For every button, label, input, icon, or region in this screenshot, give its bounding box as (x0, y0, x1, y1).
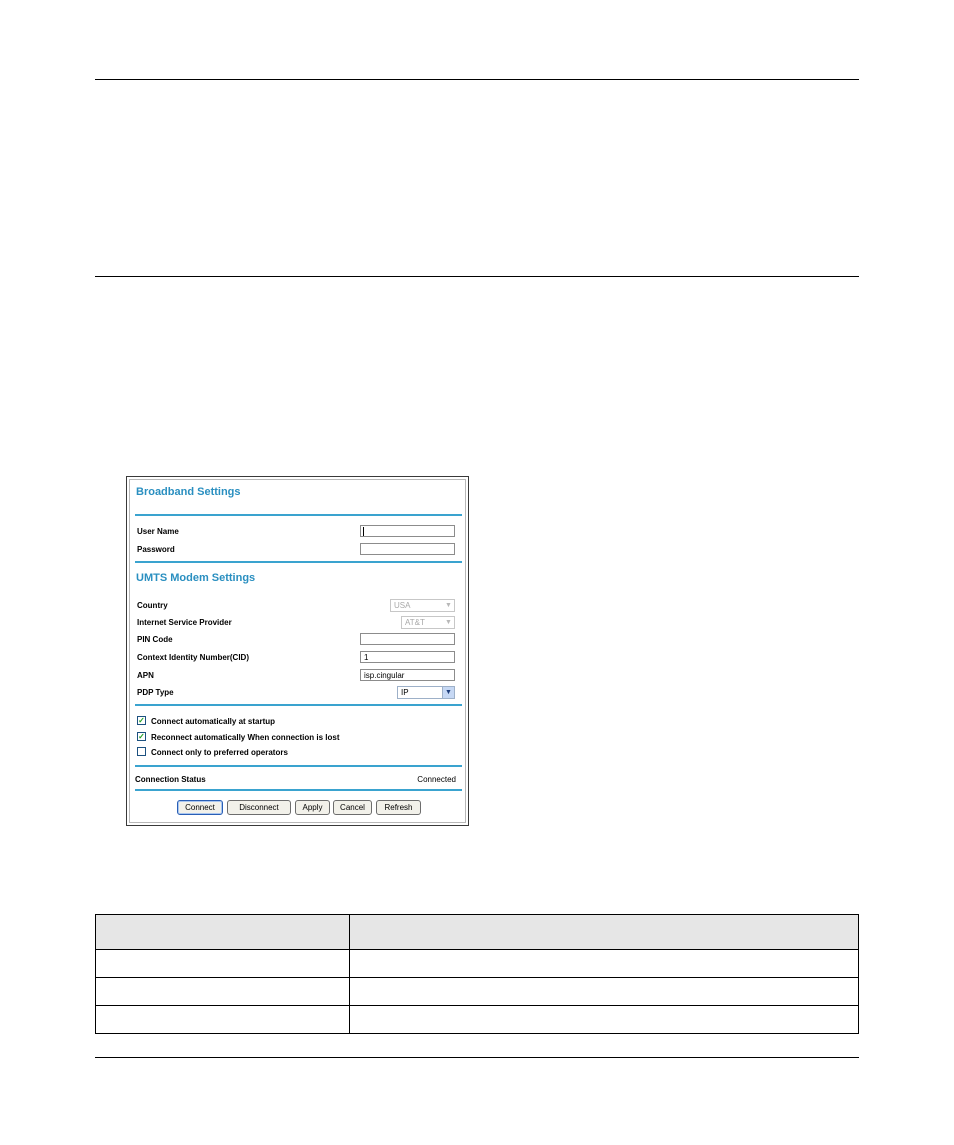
chevron-down-icon: ▼ (445, 602, 452, 609)
password-input[interactable] (360, 543, 455, 555)
separator (135, 514, 462, 516)
table-cell (96, 978, 350, 1006)
isp-select[interactable] (401, 616, 455, 629)
connect-button[interactable]: Connect (177, 800, 223, 815)
cid-input[interactable]: 1 (360, 651, 455, 663)
table-cell (350, 950, 859, 978)
user-name-label: User Name (137, 527, 179, 536)
table-row (96, 1006, 859, 1034)
apn-label: APN (137, 671, 154, 680)
pin-code-label: PIN Code (137, 635, 173, 644)
chevron-down-icon: ▼ (442, 687, 454, 698)
connect-at-startup-label: Connect automatically at startup (151, 717, 276, 726)
separator (135, 765, 462, 767)
table-row (96, 978, 859, 1006)
table-header-row (96, 915, 859, 950)
table-header-cell (96, 915, 350, 950)
preferred-operators-label: Connect only to preferred operators (151, 748, 288, 757)
reconnect-automatically-label: Reconnect automatically When connection is lost (151, 733, 340, 742)
password-label: Password (137, 545, 175, 554)
disconnect-button[interactable]: Disconnect (227, 800, 291, 815)
settings-table (95, 914, 859, 1034)
top-rule (95, 79, 859, 80)
pdp-type-value: IP (401, 688, 409, 697)
table-cell (96, 1006, 350, 1034)
settings-panel (129, 479, 466, 823)
country-label: Country (137, 601, 168, 610)
isp-label: Internet Service Provider (137, 618, 232, 627)
table-row (96, 950, 859, 978)
footer-rule (95, 1057, 859, 1058)
cancel-button[interactable]: Cancel (333, 800, 372, 815)
country-select[interactable] (390, 599, 455, 612)
preferred-operators-checkbox[interactable] (137, 747, 146, 756)
text-caret (363, 527, 364, 536)
refresh-button[interactable]: Refresh (376, 800, 421, 815)
separator (135, 561, 462, 563)
pin-code-input[interactable] (360, 633, 455, 645)
isp-select-value: AT&T (405, 618, 425, 627)
separator (135, 704, 462, 706)
broadband-settings-title: Broadband Settings (136, 486, 241, 498)
apply-button[interactable]: Apply (295, 800, 330, 815)
pdp-type-select[interactable] (397, 686, 455, 699)
broadband-settings-screenshot (126, 476, 469, 826)
country-select-value: USA (394, 601, 411, 610)
table-header-cell (350, 915, 859, 950)
separator (135, 789, 462, 791)
table-cell (96, 950, 350, 978)
pdp-type-label: PDP Type (137, 688, 174, 697)
reconnect-automatically-checkbox[interactable]: ✓ (138, 732, 145, 741)
connection-status-value: Connected (417, 775, 456, 784)
user-name-input[interactable] (360, 525, 455, 537)
connect-at-startup-checkbox[interactable]: ✓ (138, 716, 145, 725)
section-rule (95, 276, 859, 277)
chevron-down-icon: ▼ (445, 619, 452, 626)
table-cell (350, 978, 859, 1006)
cid-label: Context Identity Number(CID) (137, 653, 249, 662)
umts-modem-settings-title: UMTS Modem Settings (136, 572, 256, 584)
apn-input[interactable]: isp.cingular (360, 669, 455, 681)
connection-status-label: Connection Status (135, 775, 206, 784)
table-cell (350, 1006, 859, 1034)
